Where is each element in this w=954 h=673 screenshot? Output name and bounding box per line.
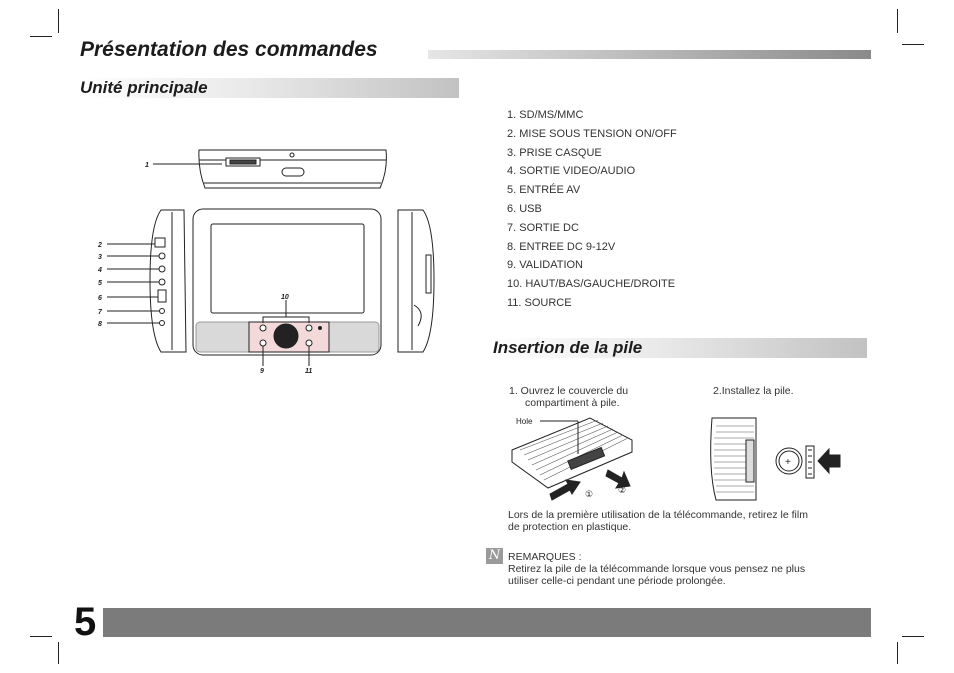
list-item: 3. PRISE CASQUE bbox=[507, 146, 602, 159]
callout-8: 8 bbox=[98, 321, 102, 328]
note-icon: N bbox=[486, 548, 503, 564]
section-title-main-unit: Unité principale bbox=[80, 78, 208, 97]
remote-open-illustration bbox=[512, 418, 632, 500]
step1-line2: compartiment à pile. bbox=[525, 397, 620, 409]
callout-1: 1 bbox=[145, 162, 149, 169]
list-item: 11. SOURCE bbox=[507, 296, 572, 309]
list-item: 6. USB bbox=[507, 202, 542, 215]
list-item: 1. SD/MS/MMC bbox=[507, 109, 584, 121]
callout-7: 7 bbox=[98, 309, 102, 316]
list-item: 2. MISE SOUS TENSION ON/OFF bbox=[507, 127, 677, 140]
remarks-line1: Retirez la pile de la télécommande lorsque vous pensez ne plus bbox=[508, 563, 806, 575]
list-item: 10. HAUT/BAS/GAUCHE/DROITE bbox=[507, 278, 676, 291]
callout-5: 5 bbox=[98, 280, 102, 287]
page-number: 5 bbox=[74, 600, 97, 644]
list-item: 9. VALIDATION bbox=[507, 259, 584, 272]
first-use-paragraph bbox=[508, 509, 868, 533]
callout-3: 3 bbox=[98, 254, 102, 261]
callout-2: 2 bbox=[98, 242, 102, 249]
callout-4: 4 bbox=[98, 267, 102, 274]
page-title: Présentation des commandes bbox=[80, 38, 378, 61]
footer-bar bbox=[103, 608, 871, 637]
marker-2: ② bbox=[618, 486, 627, 496]
callout-6: 6 bbox=[98, 295, 102, 302]
battery-plus: + bbox=[785, 457, 791, 468]
marker-1: ① bbox=[585, 490, 594, 500]
list-item: 8. ENTREE DC 9-12V bbox=[507, 240, 616, 253]
step2-text: 2.Installez la pile. bbox=[713, 385, 794, 397]
callout-9: 9 bbox=[260, 368, 264, 375]
list-item: 4. SORTIE VIDEO/AUDIO bbox=[507, 165, 636, 178]
section-title-battery: Insertion de la pile bbox=[493, 338, 643, 357]
para-line1: Lors de la première utilisation de la télécommande, retirez le film bbox=[508, 509, 808, 521]
list-item: 7. SORTIE DC bbox=[507, 221, 579, 234]
hole-label: Hole bbox=[516, 417, 533, 426]
remote-battery-illustration bbox=[711, 418, 840, 500]
list-item: 5. ENTRÉE AV bbox=[507, 184, 581, 197]
callout-11: 11 bbox=[305, 368, 313, 375]
para-line2: de protection en plastique. bbox=[508, 521, 632, 533]
remarks-block bbox=[508, 551, 868, 587]
remarks-line2: utiliser celle-ci pendant une période prolongée. bbox=[508, 575, 726, 587]
remarks-title: REMARQUES : bbox=[508, 551, 582, 563]
step1-line1: 1. Ouvrez le couvercle du bbox=[509, 385, 629, 397]
callout-10: 10 bbox=[281, 294, 289, 301]
